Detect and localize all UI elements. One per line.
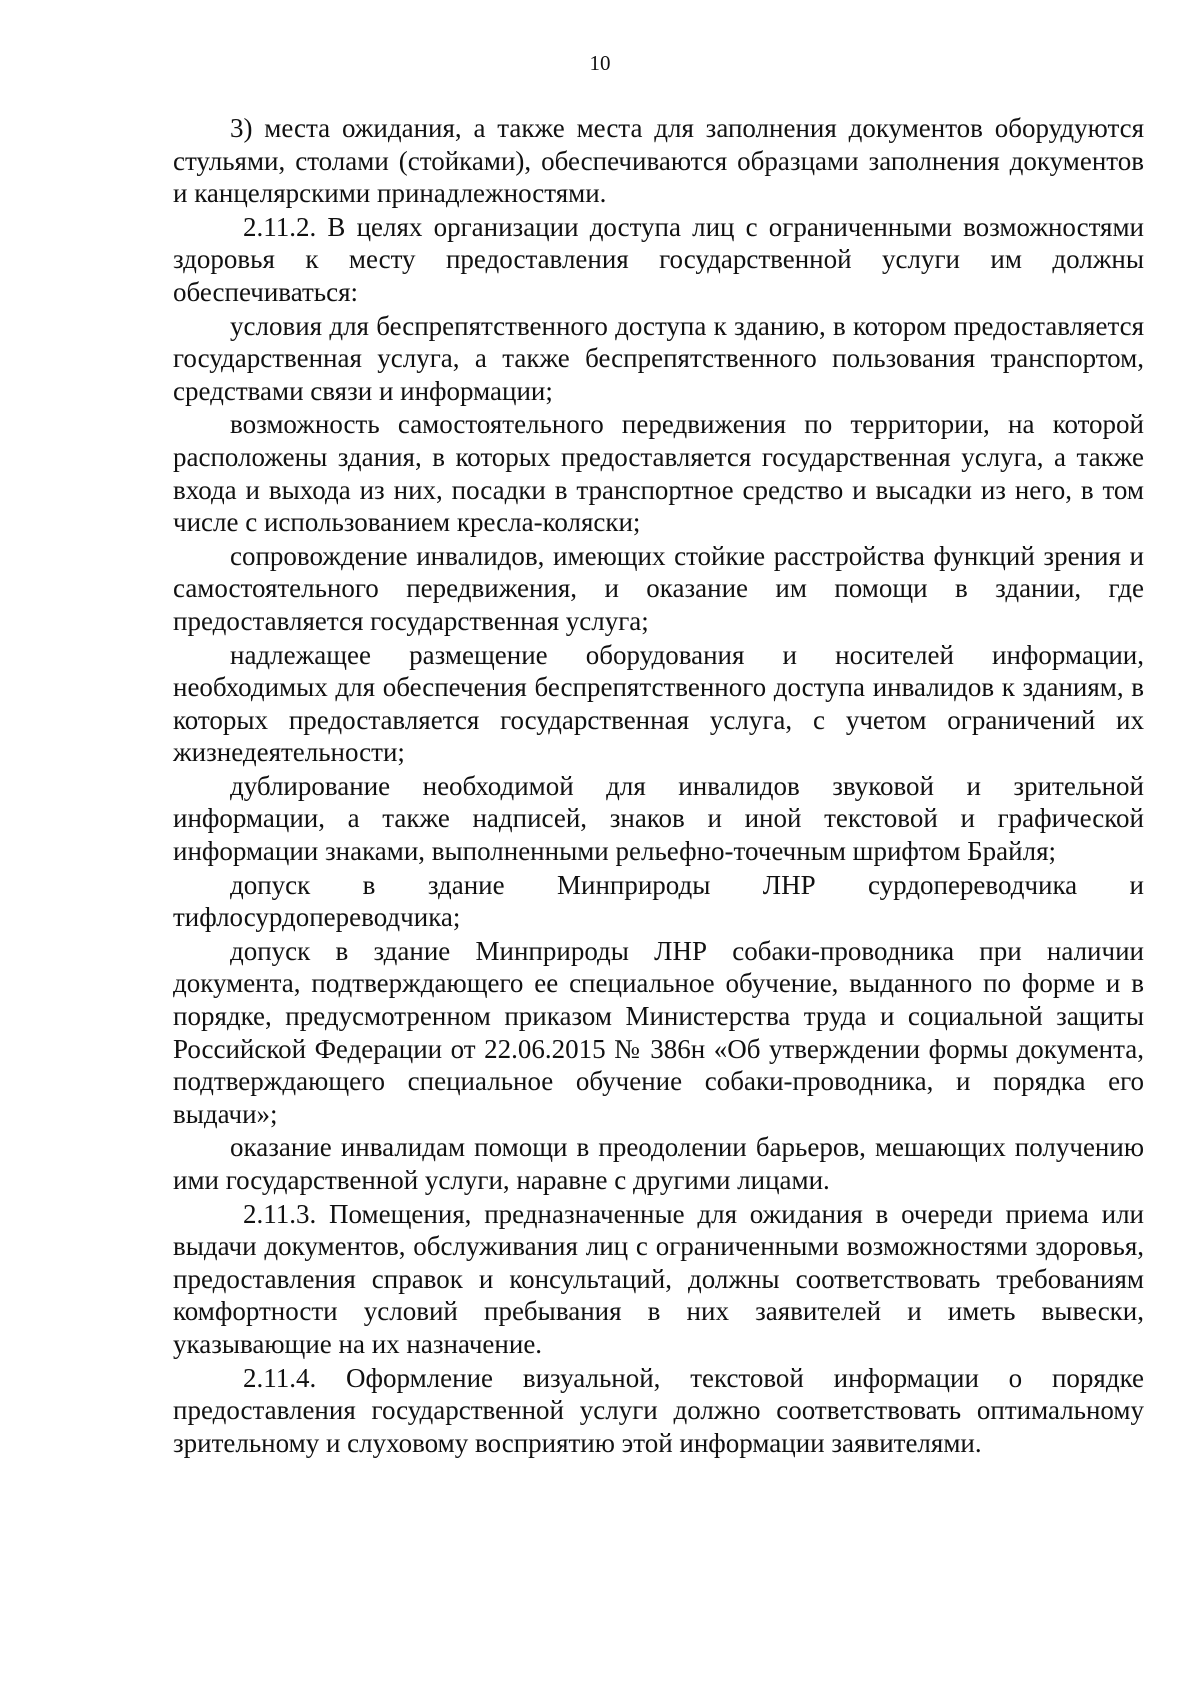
- page-number: 10: [589, 51, 611, 75]
- paragraph-2-11-4: 2.11.4. Оформление визуальной, текстовой информации о порядке предоставления государственной услуги должно соответствовать оптимальному зрительному и слуховому восприятию этой информации заявителями.: [173, 1362, 1144, 1458]
- paragraph-guide-dog: допуск в здание Минприроды ЛНР собаки-проводника при наличии документа, подтверждающего ее специальное обучение, выданного по форме и в порядке, предусмотренном приказом Министерства труда и социальной защиты Российской Федерации от 22.06.2015 № 386н «Об утверждении формы документа, подтверждающего специальное обучение собаки-проводника, и порядка его выдачи»;: [173, 935, 1144, 1129]
- paragraph-independent-movement: возможность самостоятельного передвижения по территории, на которой расположены здания, в которых предоставляется государственная услуга, а также входа и выхода из них, посадки в транспортное средство и высадки из него, в том числе с использованием кресла-коляски;: [173, 409, 1144, 538]
- paragraph-sign-interpreter: допуск в здание Минприроды ЛНР сурдопереводчика и тифлосурдопереводчика;: [173, 869, 1144, 933]
- paragraph-equipment-placement: надлежащее размещение оборудования и носителей информации, необходимых для обеспечения беспрепятственного доступа инвалидов к зданиям, в которых предоставляется государственная услуга, с учетом ограничений их жизнедеятельности;: [173, 639, 1144, 768]
- paragraph-unobstructed-access: условия для беспрепятственного доступа к зданию, в котором предоставляется государственная услуга, а также беспрепятственного пользования транспортом, средствами связи и информации;: [173, 310, 1144, 406]
- paragraph-waiting-places: 3) места ожидания, а также места для заполнения документов оборудуются стульями, столами (стойками), обеспечиваются образцами заполнения документов и канцелярскими принадлежностями.: [173, 113, 1144, 209]
- paragraph-2-11-3: 2.11.3. Помещения, предназначенные для ожидания в очереди приема или выдачи документов, обслуживания лиц с ограниченными возможностями здоровья, предоставления справок и консультаций, должны соответствовать требованиям комфортности условий пребывания в них заявителей и иметь вывески, указывающие на их назначение.: [173, 1198, 1144, 1359]
- paragraph-2-11-2: 2.11.2. В целях организации доступа лиц с ограниченными возможностями здоровья к месту предоставления государственной услуги им должны обеспечиваться:: [173, 211, 1144, 307]
- document-body: [173, 112, 1144, 1459]
- paragraph-duplication: дублирование необходимой для инвалидов звуковой и зрительной информации, а также надписей, знаков и иной текстовой и графической информации знаками, выполненными рельефно-точечным шрифтом Брайля;: [173, 770, 1144, 867]
- paragraph-escort: сопровождение инвалидов, имеющих стойкие расстройства функций зрения и самостоятельного передвижения, и оказание им помощи в здании, где предоставляется государственная услуга;: [173, 540, 1144, 636]
- paragraph-assistance: оказание инвалидам помощи в преодолении барьеров, мешающих получению ими государственной услуги, наравне с другими лицами.: [173, 1132, 1144, 1195]
